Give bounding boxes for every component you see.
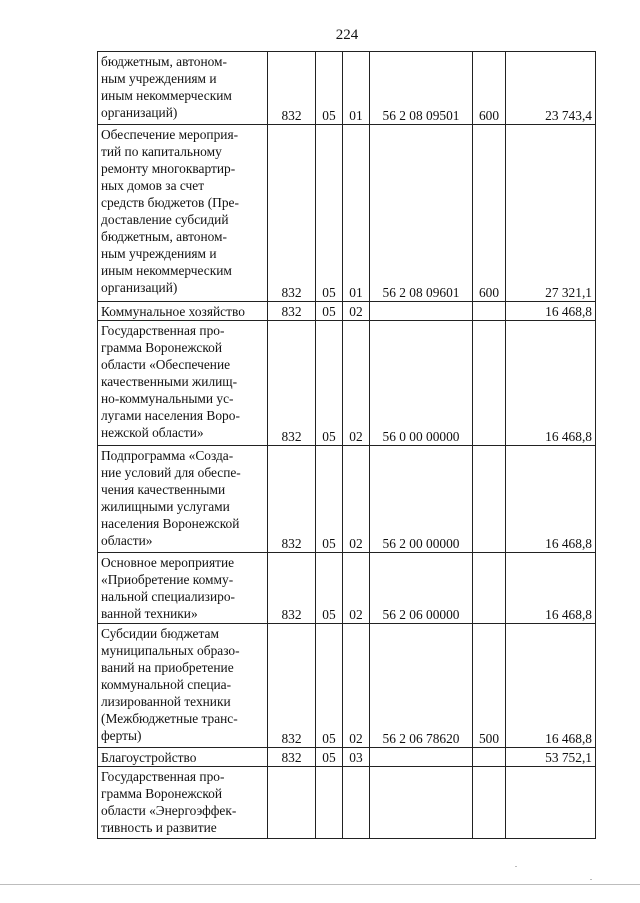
- amount-cell: 16 468,8: [506, 553, 596, 624]
- grbs-cell: 832: [268, 125, 316, 302]
- grbs-cell: 832: [268, 52, 316, 125]
- expense-type-cell: 500: [473, 624, 506, 748]
- target-article-cell: [370, 767, 473, 839]
- budget-table: [97, 51, 596, 839]
- section-cell: 05: [316, 446, 343, 553]
- row-name: Благоустройство: [98, 748, 268, 767]
- expense-type-cell: [473, 748, 506, 767]
- target-article-cell: 56 0 00 00000: [370, 321, 473, 446]
- row-name: Государственная про- грамма Воронежской области «Энергоэффек- тивность и развитие: [98, 767, 268, 839]
- subsection-cell: 02: [343, 302, 370, 321]
- amount-cell: 16 468,8: [506, 321, 596, 446]
- section-cell: 05: [316, 553, 343, 624]
- section-cell: [316, 767, 343, 839]
- subsection-cell: 02: [343, 321, 370, 446]
- table-row: [98, 553, 596, 624]
- grbs-cell: 832: [268, 748, 316, 767]
- grbs-cell: 832: [268, 302, 316, 321]
- section-cell: 05: [316, 624, 343, 748]
- row-name: бюджетным, автоном- ным учреждениям и иным некоммерческим организаций): [98, 52, 268, 125]
- amount-cell: 16 468,8: [506, 446, 596, 553]
- target-article-cell: [370, 748, 473, 767]
- row-name: Обеспечение мероприя- тий по капитальному ремонту многоквартир- ных домов за счет средств бюджетов (Пре- доставление субсидий бюджетным, автоном- ным учреждениям и иным некоммерческим организаций): [98, 125, 268, 302]
- row-name: Коммунальное хозяйство: [98, 302, 268, 321]
- expense-type-cell: [473, 767, 506, 839]
- table-row: [98, 321, 596, 446]
- subsection-cell: [343, 767, 370, 839]
- target-article-cell: 56 2 08 09501: [370, 52, 473, 125]
- row-name: Государственная про- грамма Воронежской области «Обеспечение качественными жилищ- но-коммунальными ус- лугами населения Воро- нежской области»: [98, 321, 268, 446]
- page-number: 224: [335, 27, 359, 43]
- subsection-cell: 02: [343, 624, 370, 748]
- section-cell: 05: [316, 321, 343, 446]
- subsection-cell: 03: [343, 748, 370, 767]
- table-row: [98, 52, 596, 125]
- target-article-cell: 56 2 08 09601: [370, 125, 473, 302]
- amount-cell: 23 743,4: [506, 52, 596, 125]
- section-cell: 05: [316, 302, 343, 321]
- grbs-cell: [268, 767, 316, 839]
- amount-cell: 53 752,1: [506, 748, 596, 767]
- section-cell: 05: [316, 52, 343, 125]
- amount-cell: 16 468,8: [506, 624, 596, 748]
- scan-speck: [590, 879, 592, 880]
- target-article-cell: 56 2 06 00000: [370, 553, 473, 624]
- grbs-cell: 832: [268, 446, 316, 553]
- grbs-cell: 832: [268, 553, 316, 624]
- expense-type-cell: [473, 446, 506, 553]
- expense-type-cell: [473, 321, 506, 446]
- table-row: [98, 767, 596, 839]
- target-article-cell: 56 2 00 00000: [370, 446, 473, 553]
- scan-edge-line: [0, 884, 640, 885]
- amount-cell: [506, 767, 596, 839]
- scan-speck: [515, 866, 517, 867]
- table-row: [98, 624, 596, 748]
- row-name: Подпрограмма «Созда- ние условий для обеспе- чения качественными жилищными услугами населения Воронежской области»: [98, 446, 268, 553]
- section-cell: 05: [316, 748, 343, 767]
- grbs-cell: 832: [268, 624, 316, 748]
- expense-type-cell: [473, 302, 506, 321]
- table-row: [98, 302, 596, 321]
- table-row: [98, 748, 596, 767]
- expense-type-cell: 600: [473, 52, 506, 125]
- subsection-cell: 02: [343, 446, 370, 553]
- table-row: [98, 125, 596, 302]
- amount-cell: 16 468,8: [506, 302, 596, 321]
- row-name: Субсидии бюджетам муниципальных образо- ваний на приобретение коммунальной специа- лизированной техники (Межбюджетные транс- ферты): [98, 624, 268, 748]
- row-name: Основное мероприятие «Приобретение комму- нальной специализиро- ванной техники»: [98, 553, 268, 624]
- table-row: [98, 446, 596, 553]
- target-article-cell: 56 2 06 78620: [370, 624, 473, 748]
- target-article-cell: [370, 302, 473, 321]
- subsection-cell: 01: [343, 125, 370, 302]
- subsection-cell: 02: [343, 553, 370, 624]
- expense-type-cell: [473, 553, 506, 624]
- grbs-cell: 832: [268, 321, 316, 446]
- subsection-cell: 01: [343, 52, 370, 125]
- section-cell: 05: [316, 125, 343, 302]
- expense-type-cell: 600: [473, 125, 506, 302]
- amount-cell: 27 321,1: [506, 125, 596, 302]
